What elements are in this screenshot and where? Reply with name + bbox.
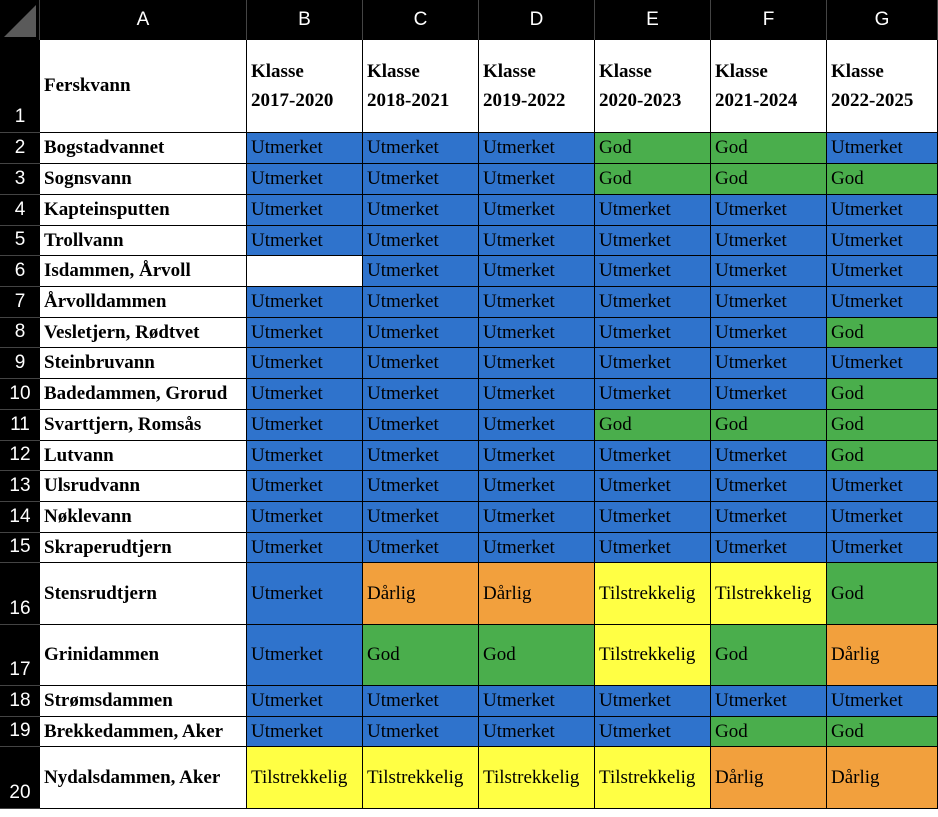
cell-header-e[interactable] [595, 40, 711, 133]
class-cell[interactable]: Tilstrekkelig [595, 563, 711, 625]
header-line: Klasse [251, 61, 304, 82]
lake-name-cell[interactable]: Brekkedammen, Aker [40, 717, 247, 747]
header-line: Klasse [831, 61, 884, 82]
class-cell[interactable]: Utmerket [479, 164, 595, 195]
class-cell[interactable]: Utmerket [247, 533, 363, 563]
class-cell[interactable]: Utmerket [363, 471, 479, 502]
class-cell[interactable]: Utmerket [711, 533, 827, 563]
row-header-11[interactable]: 11 [0, 410, 40, 441]
class-cell[interactable]: God [479, 625, 595, 686]
row-header-10[interactable]: 10 [0, 379, 40, 410]
class-cell[interactable]: Utmerket [363, 348, 479, 379]
class-cell[interactable]: Utmerket [827, 348, 938, 379]
class-cell[interactable]: Utmerket [363, 441, 479, 471]
header-text [831, 57, 913, 115]
class-cell[interactable]: Utmerket [595, 256, 711, 287]
header-text [483, 57, 565, 115]
class-cell[interactable]: Utmerket [247, 502, 363, 533]
class-cell[interactable]: Utmerket [827, 133, 938, 164]
class-cell[interactable]: God [711, 717, 827, 747]
class-cell[interactable]: Utmerket [479, 533, 595, 563]
row-header-6[interactable]: 6 [0, 256, 40, 287]
class-cell[interactable]: Utmerket [595, 226, 711, 256]
class-cell[interactable]: God [827, 563, 938, 625]
column-header-e[interactable]: E [595, 0, 711, 40]
class-cell[interactable]: Utmerket [363, 717, 479, 747]
class-cell[interactable]: Utmerket [247, 471, 363, 502]
class-cell[interactable]: God [711, 164, 827, 195]
class-cell[interactable]: God [827, 717, 938, 747]
header-text [251, 57, 333, 115]
row-header-13[interactable]: 13 [0, 471, 40, 502]
class-cell[interactable]: Utmerket [363, 410, 479, 441]
class-cell[interactable]: Utmerket [247, 379, 363, 410]
class-cell[interactable]: Utmerket [595, 318, 711, 348]
class-cell[interactable]: Utmerket [247, 717, 363, 747]
lake-name-cell[interactable]: Bogstadvannet [40, 133, 247, 164]
class-cell[interactable]: Utmerket [479, 287, 595, 318]
class-cell[interactable]: Utmerket [595, 195, 711, 226]
class-cell[interactable]: Dårlig [711, 747, 827, 809]
class-cell[interactable]: Utmerket [479, 502, 595, 533]
row-header-17[interactable]: 17 [0, 625, 40, 686]
row-header-5[interactable]: 5 [0, 226, 40, 256]
class-cell[interactable]: Utmerket [595, 441, 711, 471]
class-cell[interactable]: Utmerket [247, 226, 363, 256]
lake-name-cell[interactable]: Kapteinsputten [40, 195, 247, 226]
class-cell[interactable]: God [827, 441, 938, 471]
cell-header-f[interactable] [711, 40, 827, 133]
class-cell[interactable]: Utmerket [711, 287, 827, 318]
class-cell[interactable]: Utmerket [363, 686, 479, 717]
class-cell[interactable]: Utmerket [827, 287, 938, 318]
class-cell[interactable]: Dårlig [479, 563, 595, 625]
class-cell[interactable]: Utmerket [595, 502, 711, 533]
class-cell[interactable]: God [827, 318, 938, 348]
class-cell[interactable]: Tilstrekkelig [595, 747, 711, 809]
class-cell[interactable]: God [595, 164, 711, 195]
class-cell[interactable]: Utmerket [595, 348, 711, 379]
class-cell[interactable]: Utmerket [247, 348, 363, 379]
header-line: Klasse [715, 61, 768, 82]
class-cell[interactable]: Utmerket [479, 348, 595, 379]
lake-name-cell[interactable]: Stensrudtjern [40, 563, 247, 625]
cell-header-g[interactable] [827, 40, 938, 133]
column-header-d[interactable]: D [479, 0, 595, 40]
class-cell[interactable]: Utmerket [363, 195, 479, 226]
class-cell[interactable]: Utmerket [247, 133, 363, 164]
row-header-9[interactable]: 9 [0, 348, 40, 379]
lake-name-cell[interactable]: Steinbruvann [40, 348, 247, 379]
row-header-14[interactable]: 14 [0, 502, 40, 533]
class-cell[interactable]: Utmerket [247, 625, 363, 686]
class-cell[interactable]: Utmerket [827, 195, 938, 226]
header-line: 2022-2025 [831, 90, 914, 111]
class-cell[interactable]: Utmerket [711, 502, 827, 533]
class-cell[interactable]: Utmerket [827, 256, 938, 287]
header-line: 2019-2022 [483, 90, 566, 111]
class-cell[interactable]: Utmerket [711, 471, 827, 502]
lake-name-cell[interactable]: Grinidammen [40, 625, 247, 686]
class-cell[interactable] [247, 256, 363, 287]
class-cell[interactable]: Utmerket [595, 379, 711, 410]
class-cell[interactable]: God [595, 133, 711, 164]
class-cell[interactable]: Utmerket [363, 164, 479, 195]
column-header-c[interactable]: C [363, 0, 479, 40]
class-cell[interactable]: Utmerket [711, 686, 827, 717]
class-cell[interactable]: Utmerket [479, 717, 595, 747]
lake-name-cell[interactable]: Trollvann [40, 226, 247, 256]
row-header-18[interactable]: 18 [0, 686, 40, 717]
class-cell[interactable]: Dårlig [827, 747, 938, 809]
class-cell[interactable]: Utmerket [247, 195, 363, 226]
class-cell[interactable]: Utmerket [827, 471, 938, 502]
class-cell[interactable]: Utmerket [479, 256, 595, 287]
column-header-a[interactable]: A [40, 0, 247, 40]
class-cell[interactable]: God [711, 625, 827, 686]
select-all-corner[interactable] [0, 0, 40, 40]
lake-name-cell[interactable]: Vesletjern, Rødtvet [40, 318, 247, 348]
lake-name-cell[interactable]: Sognsvann [40, 164, 247, 195]
cell-header-b[interactable] [247, 40, 363, 133]
header-line: 2020-2023 [599, 90, 682, 111]
row-header-7[interactable]: 7 [0, 287, 40, 318]
class-cell[interactable]: Utmerket [479, 441, 595, 471]
row-header-1[interactable]: 1 [0, 40, 40, 133]
class-cell[interactable]: Utmerket [479, 410, 595, 441]
column-header-f[interactable]: F [711, 0, 827, 40]
corner-triangle-icon [4, 5, 36, 37]
lake-name-cell[interactable]: Skraperudtjern [40, 533, 247, 563]
class-cell[interactable]: Utmerket [479, 133, 595, 164]
class-cell[interactable]: Dårlig [827, 625, 938, 686]
class-cell[interactable]: God [711, 133, 827, 164]
class-cell[interactable]: God [827, 164, 938, 195]
class-cell[interactable]: Tilstrekkelig [363, 747, 479, 809]
class-cell[interactable]: Utmerket [711, 318, 827, 348]
row-header-20[interactable]: 20 [0, 747, 40, 809]
lake-name-cell[interactable]: Isdammen, Årvoll [40, 256, 247, 287]
lake-name-cell[interactable]: Nydalsdammen, Aker [40, 747, 247, 809]
class-cell[interactable]: Utmerket [247, 563, 363, 625]
column-header-b[interactable]: B [247, 0, 363, 40]
class-cell[interactable]: Utmerket [711, 441, 827, 471]
class-cell[interactable]: Utmerket [479, 318, 595, 348]
class-cell[interactable]: Utmerket [363, 226, 479, 256]
header-line: Klasse [483, 61, 536, 82]
cell-header-c[interactable] [363, 40, 479, 133]
class-cell[interactable]: Utmerket [363, 256, 479, 287]
class-cell[interactable]: God [827, 410, 938, 441]
class-cell[interactable]: Utmerket [247, 287, 363, 318]
class-cell[interactable]: Utmerket [363, 379, 479, 410]
class-cell[interactable]: Tilstrekkelig [247, 747, 363, 809]
class-cell[interactable]: Utmerket [247, 410, 363, 441]
header-line: Klasse [599, 61, 652, 82]
class-cell[interactable]: Utmerket [363, 133, 479, 164]
class-cell[interactable]: Utmerket [595, 533, 711, 563]
class-cell[interactable]: Tilstrekkelig [595, 625, 711, 686]
class-cell[interactable]: Utmerket [479, 195, 595, 226]
class-cell[interactable]: Tilstrekkelig [711, 563, 827, 625]
class-cell[interactable]: Utmerket [247, 686, 363, 717]
row-header-4[interactable]: 4 [0, 195, 40, 226]
cell-header-d[interactable] [479, 40, 595, 133]
row-header-19[interactable]: 19 [0, 717, 40, 747]
class-cell[interactable]: Utmerket [479, 379, 595, 410]
lake-name-cell[interactable]: Ulsrudvann [40, 471, 247, 502]
class-cell[interactable]: Utmerket [711, 379, 827, 410]
header-line: Klasse [367, 61, 420, 82]
lake-name-cell[interactable]: Strømsdammen [40, 686, 247, 717]
class-cell[interactable]: Utmerket [479, 471, 595, 502]
class-cell[interactable]: Utmerket [479, 226, 595, 256]
class-cell[interactable]: Utmerket [247, 164, 363, 195]
class-cell[interactable]: Utmerket [595, 471, 711, 502]
class-cell[interactable]: God [595, 410, 711, 441]
class-cell[interactable]: Utmerket [595, 287, 711, 318]
class-cell[interactable]: Utmerket [247, 441, 363, 471]
lake-name-cell[interactable]: Nøklevann [40, 502, 247, 533]
class-cell[interactable]: God [363, 625, 479, 686]
class-cell[interactable]: Utmerket [247, 318, 363, 348]
class-cell[interactable]: Utmerket [363, 533, 479, 563]
class-cell[interactable]: Utmerket [363, 318, 479, 348]
class-cell[interactable]: Utmerket [711, 195, 827, 226]
class-cell[interactable]: Utmerket [711, 348, 827, 379]
class-cell[interactable]: Utmerket [827, 686, 938, 717]
row-header-2[interactable]: 2 [0, 133, 40, 164]
row-header-15[interactable]: 15 [0, 533, 40, 563]
class-cell[interactable]: Utmerket [363, 287, 479, 318]
row-header-12[interactable]: 12 [0, 441, 40, 471]
class-cell[interactable]: Utmerket [827, 502, 938, 533]
row-header-16[interactable]: 16 [0, 563, 40, 625]
class-cell[interactable]: Utmerket [595, 686, 711, 717]
header-text [715, 57, 797, 115]
class-cell[interactable]: Tilstrekkelig [479, 747, 595, 809]
row-header-8[interactable]: 8 [0, 318, 40, 348]
class-cell[interactable]: Utmerket [827, 533, 938, 563]
class-cell[interactable]: God [827, 379, 938, 410]
header-line: 2017-2020 [251, 90, 334, 111]
lake-name-cell[interactable]: Årvolldammen [40, 287, 247, 318]
class-cell[interactable]: God [711, 410, 827, 441]
lake-name-cell[interactable]: Lutvann [40, 441, 247, 471]
lake-name-cell[interactable]: Svarttjern, Romsås [40, 410, 247, 441]
lake-name-cell[interactable]: Badedammen, Grorud [40, 379, 247, 410]
header-text [367, 57, 449, 115]
header-line: 2021-2024 [715, 90, 798, 111]
column-header-g[interactable]: G [827, 0, 938, 40]
header-text [599, 57, 681, 115]
class-cell[interactable]: Utmerket [595, 717, 711, 747]
cell-a1-header[interactable]: Ferskvann [40, 40, 247, 133]
class-cell[interactable]: Utmerket [827, 226, 938, 256]
row-header-3[interactable]: 3 [0, 164, 40, 195]
header-line: 2018-2021 [367, 90, 450, 111]
class-cell[interactable]: Dårlig [363, 563, 479, 625]
class-cell[interactable]: Utmerket [711, 256, 827, 287]
class-cell[interactable]: Utmerket [363, 502, 479, 533]
class-cell[interactable]: Utmerket [479, 686, 595, 717]
class-cell[interactable]: Utmerket [711, 226, 827, 256]
